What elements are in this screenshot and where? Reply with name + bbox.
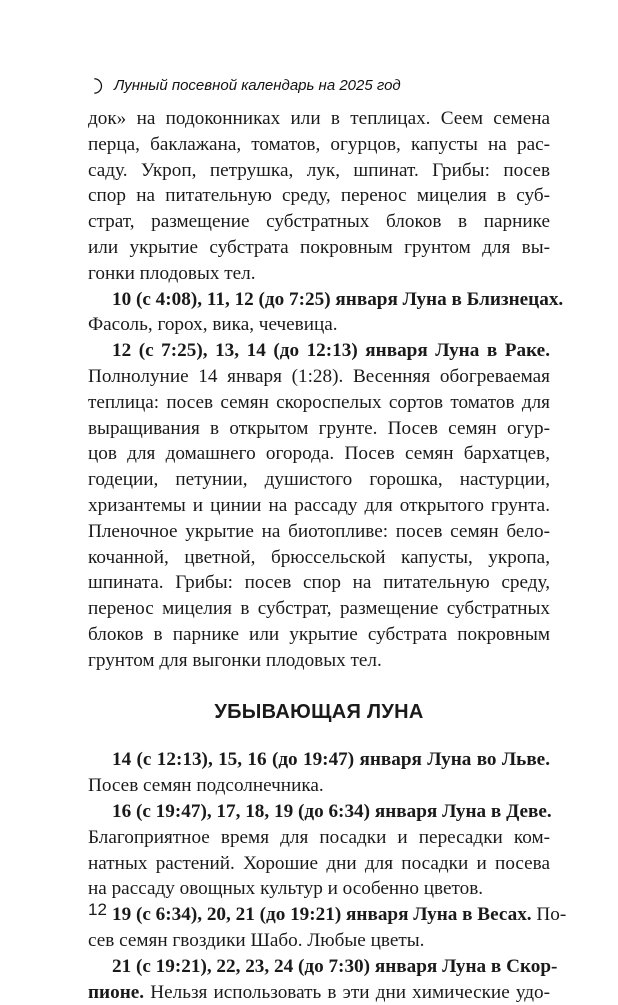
text-line: на рассаду овощных культур и особенно цветов. xyxy=(88,876,550,902)
text-line: Пленочное укрытие на биотопливе: посев семян бело- xyxy=(88,519,550,545)
text-line: перца, баклажана, томатов, огурцов, капусты на рас- xyxy=(88,132,550,158)
text-fragment: Нельзя использовать в эти дни химические удо- xyxy=(150,982,550,1003)
text-line: цов для домашнего огорода. Посев семян бархатцев, xyxy=(88,441,550,467)
paragraph-continuation xyxy=(88,106,550,287)
crescent-moon-icon xyxy=(88,77,106,95)
text-line: спор на питательную среду, перенос мицелия в суб- xyxy=(88,183,550,209)
paragraph-leo xyxy=(88,747,550,799)
text-line: саду. Укроп, петрушка, лук, шпинат. Грибы: посев xyxy=(88,158,550,184)
text-line: годеции, петунии, душистого горошка, настурции, xyxy=(88,467,550,493)
date-heading: 10 (с 4:08), 11, 12 (до 7:25) января Луна в Близнецах. xyxy=(88,287,550,313)
text-line xyxy=(88,980,550,1005)
section-title: УБЫВАЮЩАЯ ЛУНА xyxy=(88,700,550,726)
paragraph-virgo xyxy=(88,799,550,902)
paragraph-libra xyxy=(88,902,550,954)
text-fragment: По- xyxy=(536,904,566,925)
text-line: Благоприятное время для посадки и пересадки ком- xyxy=(88,825,550,851)
text-line: грунтом для выгонки плодовых тел. xyxy=(88,648,550,674)
text-line: перенос мицелия в субстрат, размещение субстратных xyxy=(88,596,550,622)
text-line: Полнолуние 14 января (1:28). Весенняя обогреваемая xyxy=(88,364,550,390)
header-title: Лунный посевной календарь на 2025 год xyxy=(114,76,401,96)
text-line: Посев семян подсолнечника. xyxy=(88,773,550,799)
text-line: натных растений. Хорошие дни для посадки и посева xyxy=(88,851,550,877)
text-line: гонки плодовых тел. xyxy=(88,261,550,287)
date-heading: 16 (с 19:47), 17, 18, 19 (до 6:34) января Луна в Деве. xyxy=(88,799,550,825)
text-line: блоков в парнике или укрытие субстрата покровным xyxy=(88,622,550,648)
main-text xyxy=(88,106,550,1005)
paragraph-gemini xyxy=(88,287,550,339)
text-line: страт, размещение субстратных блоков в парнике xyxy=(88,209,550,235)
text-line: док» на подоконниках или в теплицах. Сеем семена xyxy=(88,106,550,132)
text-line: хризантемы и цинии на рассаду для открытого грунта. xyxy=(88,493,550,519)
text-line: теплица: посев семян скороспелых сортов томатов для xyxy=(88,390,550,416)
date-heading: 19 (с 6:34), 20, 21 (до 19:21) января Луна в Весах. xyxy=(112,904,532,925)
page-number: 12 xyxy=(88,900,107,920)
text-line: или укрытие субстрата покровным грунтом для вы- xyxy=(88,235,550,261)
paragraph-scorpio xyxy=(88,954,550,1005)
date-heading: 14 (с 12:13), 15, 16 (до 19:47) января Луна во Льве. xyxy=(88,747,550,773)
paragraph-cancer xyxy=(88,338,550,673)
text-line: шпината. Грибы: посев спор на питательную среду, xyxy=(88,570,550,596)
date-heading: 12 (с 7:25), 13, 14 (до 12:13) января Луна в Раке. xyxy=(88,338,550,364)
text-line: выращивания в открытом грунте. Посев семян огур- xyxy=(88,416,550,442)
text-line: кочанной, цветной, брюссельской капусты, укропа, xyxy=(88,545,550,571)
date-heading: 21 (с 19:21), 22, 23, 24 (до 7:30) января Луна в Скор- xyxy=(88,954,550,980)
text-line: сев семян гвоздики Шабо. Любые цветы. xyxy=(88,928,550,954)
date-heading-end: пионе. xyxy=(88,982,144,1003)
running-header xyxy=(88,76,548,96)
text-line: Фасоль, горох, вика, чечевица. xyxy=(88,312,550,338)
text-line xyxy=(88,902,550,928)
